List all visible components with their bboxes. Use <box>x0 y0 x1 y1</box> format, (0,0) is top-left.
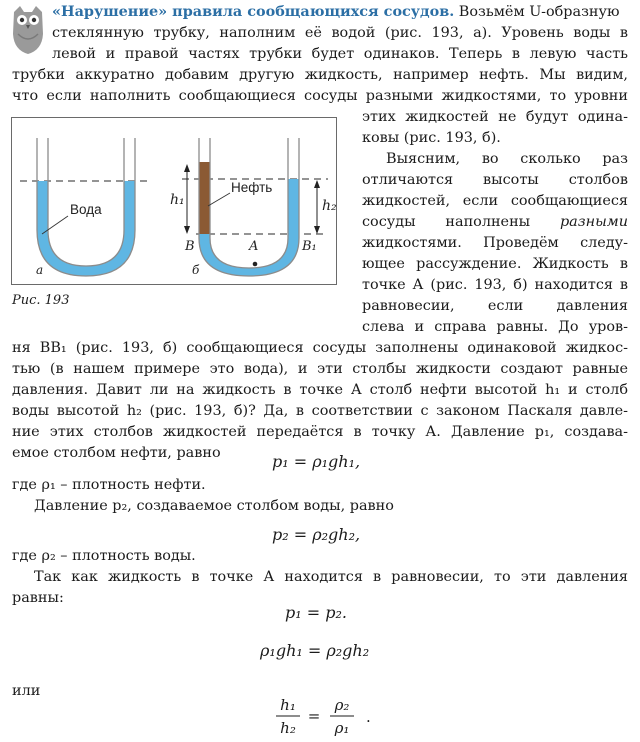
u-tubes-diagram <box>12 118 336 284</box>
right-line-9: точке А (рис. 193, б) находится в <box>362 277 628 293</box>
right-line-1: этих жидкостей не будут одина- <box>362 109 628 125</box>
full-line-4: воды высотой h₂ (рис. 193, б)? Да, в соответствии с законом Паскаля давле- <box>12 403 628 419</box>
text-equilibrium-2: равны: <box>12 590 64 606</box>
right-line-6: сосуды наполнены разными <box>362 214 628 230</box>
figure-193 <box>11 117 337 285</box>
right-line-4: отличаются высоты столбов <box>362 172 628 188</box>
label-B1: B₁ <box>302 239 317 254</box>
right-line-11: слева и справа равны. До уров- <box>362 319 628 335</box>
label-B: B <box>185 239 195 254</box>
equation-p1-eq-p2: p₁ = p₂. <box>285 603 347 622</box>
ratio-left-numerator: h₁ <box>280 696 296 714</box>
text-equilibrium-1: Так как жидкость в точке А находится в равновесии, то эти давления <box>34 569 628 585</box>
label-h1: h₁ <box>170 192 185 208</box>
label-a: а <box>36 263 44 277</box>
right-line-5: жидкостей, если сообщающиеся <box>362 193 628 209</box>
owl-icon <box>10 4 46 56</box>
equation-p1: p₁ = ρ₁gh₁, <box>272 452 361 471</box>
label-b: б <box>192 263 200 277</box>
text-line-4: трубки аккуратно добавим другую жидкость, например нефть. Мы видим, <box>12 67 628 83</box>
label-A: A <box>249 239 259 254</box>
right-line-3: Выясним, во сколько раз <box>386 151 628 167</box>
right-line-7: жидкостями. Проведём следу- <box>362 235 628 251</box>
text-pressure-p2: Давление p₂, создаваемое столбом воды, равно <box>34 498 394 514</box>
ratio-equals: = <box>307 707 321 725</box>
ratio-right-numerator: ρ₂ <box>334 696 350 714</box>
text-line-1: «Нарушение» правила сообщающихся сосудов. Возьмём U-образную <box>52 3 620 20</box>
ratio-left-denominator: h₂ <box>280 719 296 737</box>
equation-rho-g-h: ρ₁gh₁ = ρ₂gh₂ <box>260 641 370 660</box>
label-oil: Нефть <box>231 180 273 195</box>
right-line-10: равновесии, если давления <box>362 298 628 314</box>
text-line-3: левой и правой частях трубки будет одинаков. Теперь в левую часть <box>52 46 628 62</box>
full-line-1: ня BB₁ (рис. 193, б) сообщающиеся сосуды заполнены одинаковой жидкос- <box>12 340 628 356</box>
ratio-equation <box>270 694 390 738</box>
equation-p2: p₂ = ρ₂gh₂, <box>272 525 361 544</box>
definition-rho1: где ρ₁ – плотность нефти. <box>12 477 206 493</box>
full-line-6: емое столбом нефти, равно <box>12 445 221 461</box>
text-or: или <box>12 683 41 699</box>
text-line-2: стеклянную трубку, наполним её водой (рис. 193, а). Уровень воды в <box>52 25 628 41</box>
right-line-8: ющее рассуждение. Жидкость в <box>362 256 628 272</box>
label-h2: h₂ <box>322 198 336 214</box>
definition-rho2: где ρ₂ – плотность воды. <box>12 548 196 564</box>
figure-caption: Рис. 193 <box>12 293 70 308</box>
ratio-right-denominator: ρ₁ <box>334 719 350 737</box>
full-line-5: ние этих столбов жидкостей передаётся в точку А. Давление p₁, создава- <box>12 424 628 440</box>
right-line-2: ковы (рис. 193, б). <box>362 130 501 146</box>
ratio-period: . <box>366 708 371 726</box>
section-title: «Нарушение» правила сообщающихся сосудов. <box>52 3 455 20</box>
full-line-2: тью (в нашем примере это вода), и эти столбы жидкости создают равные <box>12 361 628 377</box>
full-line-3: давления. Давит ли на жидкость в точке А столб нефти высотой h₁ и столб <box>12 382 628 398</box>
text-line-5: что если наполнить сообщающиеся сосуды разными жидкостями, то уровни <box>12 88 628 104</box>
label-water: Вода <box>70 202 102 217</box>
